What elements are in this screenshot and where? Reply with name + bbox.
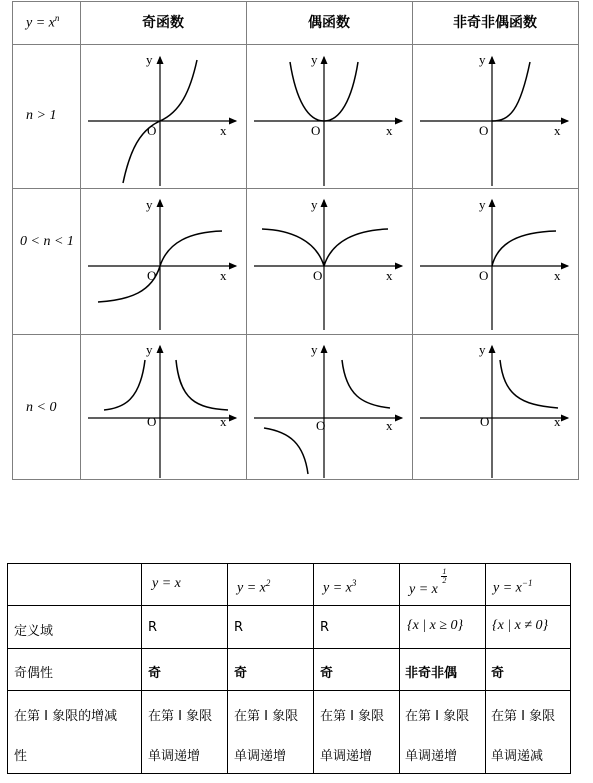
- y-axis-label: y: [311, 342, 318, 357]
- origin-label: O: [311, 123, 321, 138]
- cell-domain-inv: {x | x ≠ 0}: [492, 618, 549, 633]
- y-axis-label: y: [479, 52, 486, 67]
- header-y-x3: $y = x^3$: [323, 578, 357, 596]
- origin-label: O: [147, 123, 157, 138]
- y-axis-label: y: [479, 342, 486, 357]
- cell-domain-sqrt: {x | x ≥ 0}: [407, 618, 464, 633]
- cell-mono-inv-line2: 单调递减: [491, 749, 544, 764]
- x-axis-label: x: [220, 268, 227, 283]
- origin-label: O: [313, 268, 323, 283]
- x-axis-label: x: [554, 268, 561, 283]
- cell-parity-sqrt: 非奇非偶: [405, 666, 458, 681]
- y-axis-label: y: [311, 52, 318, 67]
- origin-label: O: [479, 268, 489, 283]
- row-label-monotonicity-line2: 性: [14, 749, 28, 764]
- x-axis-label: x: [554, 123, 561, 138]
- y-axis-label: y: [479, 197, 486, 212]
- y-axis-label: y: [146, 342, 153, 357]
- cell-domain-x3: R: [320, 620, 330, 635]
- row-label-n-gt-1: n > 1: [26, 108, 57, 123]
- origin-label: O: [480, 414, 490, 429]
- x-axis-label: x: [386, 268, 393, 283]
- x-axis-label: x: [220, 414, 227, 429]
- x-axis-label: x: [386, 123, 393, 138]
- row-label-parity: 奇偶性: [14, 666, 54, 681]
- cell-mono-x-line2: 单调递增: [148, 749, 201, 764]
- cell-mono-x2-line1: 在第 I 象限: [234, 709, 299, 724]
- cell-mono-sqrt-line1: 在第 I 象限: [405, 709, 470, 724]
- origin-label: O: [147, 414, 157, 429]
- curve-neither-n-gt-1: [492, 62, 530, 121]
- curve-odd-n-lt-0-q1: [176, 360, 228, 410]
- curve-neither-n-lt-0: [500, 360, 558, 408]
- origin-label: O: [147, 268, 157, 283]
- x-axis-label: x: [554, 414, 561, 429]
- cell-parity-x: 奇: [148, 666, 162, 681]
- curve-odd-n-lt-0-q2: [104, 360, 145, 410]
- cell-mono-x2-line2: 单调递增: [234, 749, 287, 764]
- row-label-monotonicity-line1: 在第 I 象限的增减: [14, 709, 118, 724]
- curve-even-n-lt-0-q3: [264, 428, 308, 474]
- header-y-sqrt-x: y = x $\frac{1}{2}$: [409, 567, 447, 597]
- column-header-odd: 奇函数: [142, 15, 184, 31]
- curve-neither-0-n-1: [492, 231, 556, 266]
- cell-parity-x2: 奇: [234, 666, 248, 681]
- x-axis-label: x: [220, 123, 227, 138]
- column-header-even: 偶函数: [308, 15, 350, 31]
- row-label-0-lt-n-lt-1: 0 < n < 1: [20, 234, 74, 249]
- corner-formula: $y = x^n$: [26, 13, 60, 31]
- header-y-x2: $y = x^2$: [237, 578, 271, 596]
- header-y-x: y = x: [152, 576, 181, 591]
- y-axis-label: y: [146, 197, 153, 212]
- origin-label: O: [479, 123, 489, 138]
- cell-mono-x-line1: 在第 I 象限: [148, 709, 213, 724]
- cell-parity-inv: 奇: [491, 666, 505, 681]
- y-axis-label: y: [311, 197, 318, 212]
- cell-domain-x: R: [148, 620, 158, 635]
- curve-even-n-lt-0-q1: [342, 360, 390, 408]
- row-label-domain: 定义域: [14, 624, 54, 639]
- cell-mono-x3-line1: 在第 I 象限: [320, 709, 385, 724]
- origin-label: O: [316, 418, 326, 433]
- header-y-x-inv: $y = x^{-1}$: [493, 578, 533, 596]
- cell-mono-x3-line2: 单调递增: [320, 749, 373, 764]
- cell-parity-x3: 奇: [320, 666, 334, 681]
- cell-domain-x2: R: [234, 620, 244, 635]
- cell-mono-inv-line1: 在第 I 象限: [491, 709, 556, 724]
- curve-even-0-n-1: [262, 229, 388, 266]
- cell-mono-sqrt-line2: 单调递增: [405, 749, 458, 764]
- x-axis-label: x: [386, 418, 393, 433]
- y-axis-label: y: [146, 52, 153, 67]
- row-label-n-lt-0: n < 0: [26, 400, 57, 415]
- column-header-neither: 非奇非偶函数: [453, 15, 537, 31]
